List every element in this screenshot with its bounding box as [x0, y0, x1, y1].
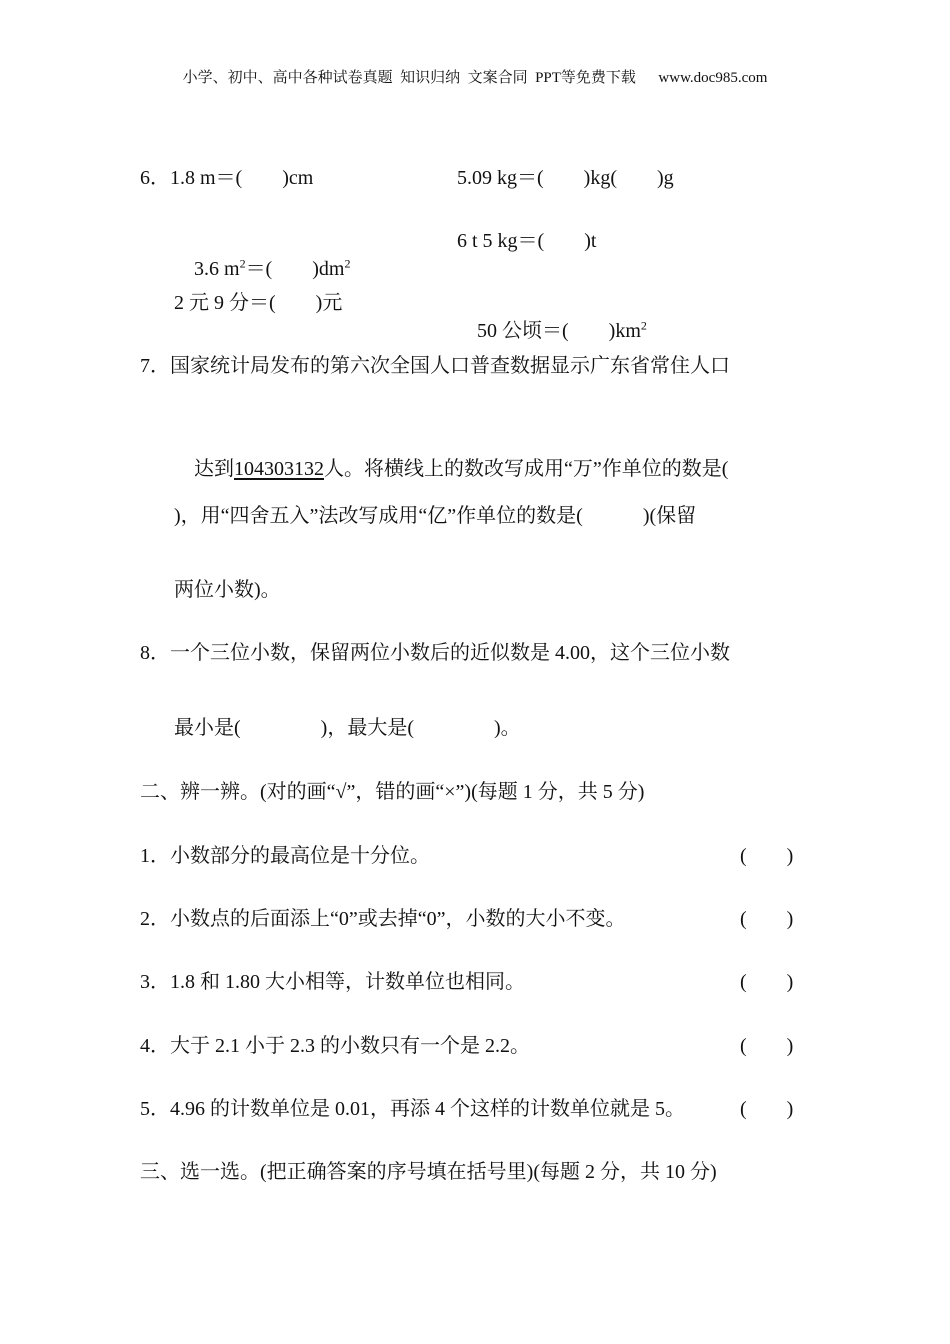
judge-item-4: 4．大于 2.1 小于 2.3 的小数只有一个是 2.2。	[140, 1035, 530, 1057]
page-header: 小学、初中、高中各种试卷真题 知识归纳 文案合同 PPT等免费下载 www.doc985.com	[182, 70, 768, 86]
q7-line-1: 7．国家统计局发布的第六次全国人口普查数据显示广东省常住人口	[140, 355, 730, 377]
q6-b1-unit-exponent: 2	[344, 256, 351, 271]
judge-answer-3: ( )	[740, 971, 794, 993]
q6-item-b2: 6 t 5 kg＝( )t	[457, 230, 597, 252]
judge-item-1: 1．小数部分的最高位是十分位。	[140, 845, 430, 867]
q6-c2-exponent: 2	[640, 318, 647, 333]
judge-answer-1: ( )	[740, 845, 794, 867]
q7-line-2	[174, 427, 728, 511]
q6-item-a1: 6．1.8 m＝( )cm	[140, 167, 314, 189]
judge-answer-4: ( )	[740, 1035, 794, 1057]
section-3-title: 三、选一选。(把正确答案的序号填在括号里)(每题 2 分，共 10 分)	[140, 1161, 717, 1183]
q6-item-c1: 2 元 9 分＝( )元	[174, 292, 343, 314]
q7-line-2-prefix: 达到	[194, 458, 234, 480]
q6-item-a2: 5.09 kg＝( )kg( )g	[457, 167, 674, 189]
judge-answer-2: ( )	[740, 908, 794, 930]
judge-item-3: 3．1.8 和 1.80 大小相等，计数单位也相同。	[140, 971, 525, 993]
q7-line-2-suffix: 人。将横线上的数改写成用“万”作单位的数是(	[324, 458, 729, 480]
q8-line-2: 最小是( )，最大是( )。	[174, 717, 521, 739]
q7-underlined-number: 104303132	[234, 458, 324, 480]
judge-answer-5: ( )	[740, 1098, 794, 1120]
q6-b1-value: 3.6 m	[194, 258, 240, 280]
q7-line-3: )，用“四舍五入”法改写成用“亿”作单位的数是( )(保留	[174, 505, 697, 527]
q7-line-4: 两位小数)。	[174, 579, 281, 601]
q6-b1-exponent: 2	[239, 256, 246, 271]
judge-item-5: 5．4.96 的计数单位是 0.01，再添 4 个这样的计数单位就是 5。	[140, 1098, 685, 1120]
q6-b1-answer: ＝( )dm	[245, 258, 345, 280]
section-2-title: 二、辨一辨。(对的画“√”，错的画“×”)(每题 1 分，共 5 分)	[140, 781, 645, 803]
q8-line-1: 8．一个三位小数，保留两位小数后的近似数是 4.00，这个三位小数	[140, 642, 730, 664]
q6-c2-text: 50 公顷＝( )km	[477, 320, 641, 342]
judge-item-2: 2．小数点的后面添上“0”或去掉“0”，小数的大小不变。	[140, 908, 626, 930]
